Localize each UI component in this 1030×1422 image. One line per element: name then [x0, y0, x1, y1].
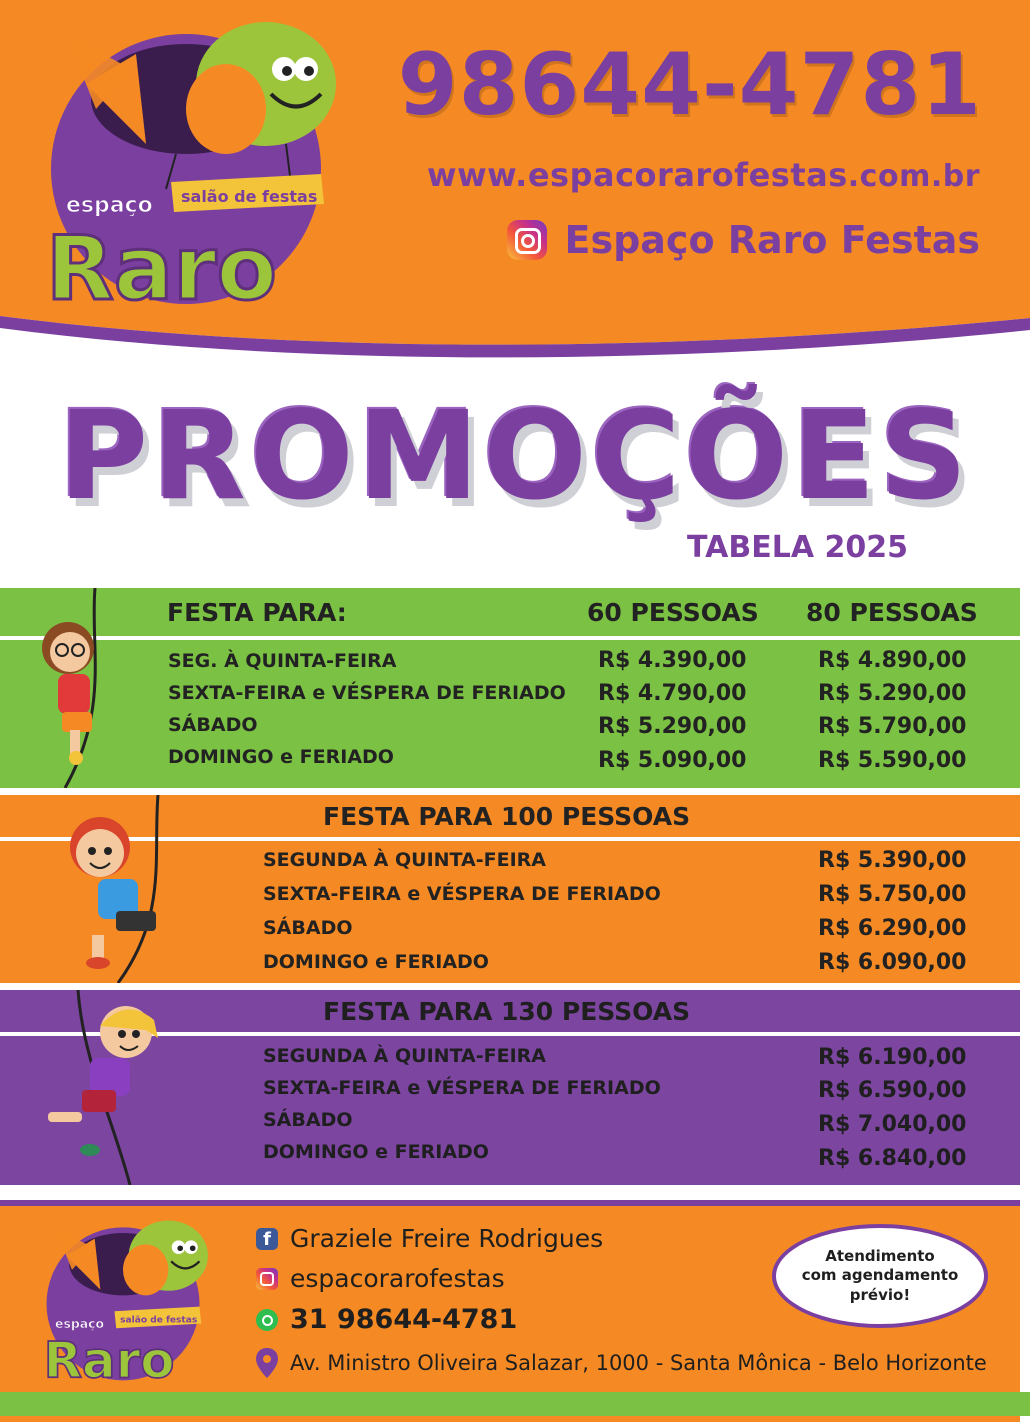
appointment-badge: Atendimento com agendamento prévio! [772, 1224, 988, 1328]
price-80: R$ 5.290,00 [818, 681, 967, 706]
instagram-handle: espacorarofestas [290, 1264, 505, 1293]
address-text: Av. Ministro Oliveira Salazar, 1000 - Santa Mônica - Belo Horizonte [290, 1351, 987, 1375]
price-60: R$ 5.090,00 [598, 748, 747, 773]
price-100: R$ 6.290,00 [818, 916, 967, 941]
price-100: R$ 6.090,00 [818, 950, 967, 975]
instagram-footer-link[interactable] [256, 1264, 505, 1293]
price-60: R$ 4.790,00 [598, 681, 747, 706]
price-60: R$ 4.390,00 [598, 648, 747, 673]
row-day: DOMINGO e FERIADO [263, 951, 489, 973]
row-day: SÁBADO [263, 1109, 353, 1131]
price-130: R$ 6.190,00 [818, 1045, 967, 1070]
logo-big-text: Raro [46, 217, 277, 314]
website-link[interactable] [427, 156, 980, 194]
price-130: R$ 6.840,00 [818, 1146, 967, 1171]
page-subtitle: TABELA 2025 [687, 530, 908, 565]
facebook-name: Graziele Freire Rodrigues [290, 1224, 604, 1253]
price-100: R$ 5.750,00 [818, 882, 967, 907]
instagram-icon [507, 220, 547, 260]
instagram-label: Espaço Raro Festas [564, 218, 980, 262]
row-day: SEXTA-FEIRA e VÉSPERA DE FERIADO [263, 883, 661, 905]
whatsapp-number: 31 98644-4781 [290, 1304, 518, 1335]
boy-climbing-illustration [38, 795, 178, 983]
price-table-130 [0, 990, 1020, 1185]
row-day: SEXTA-FEIRA e VÉSPERA DE FERIADO [263, 1077, 661, 1099]
table-heading: FESTA PARA: [167, 598, 347, 627]
row-day: DOMINGO e FERIADO [263, 1141, 489, 1163]
price-130: R$ 6.590,00 [818, 1078, 967, 1103]
header-phone[interactable]: 98644-4781 [397, 35, 982, 135]
location-pin-icon [256, 1348, 278, 1378]
instagram-icon [256, 1268, 278, 1290]
price-100: R$ 5.390,00 [818, 848, 967, 873]
price-80: R$ 5.790,00 [818, 714, 967, 739]
website-domain: .com.br [847, 159, 980, 194]
price-table-100 [0, 795, 1020, 983]
table-heading: FESTA PARA 130 PESSOAS [323, 997, 691, 1026]
footer-logo-small-text: espaço [55, 1316, 105, 1332]
column-header-60: 60 PESSOAS [587, 598, 759, 627]
price-80: R$ 4.890,00 [818, 648, 967, 673]
row-day: DOMINGO e FERIADO [168, 746, 394, 768]
price-60: R$ 5.290,00 [598, 714, 747, 739]
header [0, 0, 1030, 360]
price-130: R$ 7.040,00 [818, 1112, 967, 1137]
row-day: SÁBADO [168, 714, 258, 736]
row-day: SÁBADO [263, 917, 353, 939]
footer-logo-big-text: Raro [43, 1331, 175, 1386]
column-header-80: 80 PESSOAS [806, 598, 978, 627]
girl-climbing-illustration [20, 588, 130, 788]
row-day: SEXTA-FEIRA e VÉSPERA DE FERIADO [168, 682, 566, 704]
whatsapp-icon [256, 1309, 278, 1331]
address [256, 1348, 987, 1378]
footer-logo-banner-text: salão de festas [120, 1315, 198, 1326]
facebook-icon: f [256, 1228, 278, 1250]
boy-cap-climbing-illustration [38, 990, 178, 1185]
row-day: SEG. À QUINTA-FEIRA [168, 650, 397, 672]
facebook-link[interactable] [256, 1224, 603, 1253]
page-title: PROMOÇÕES [58, 385, 972, 527]
table-heading: FESTA PARA 100 PESSOAS [323, 802, 691, 831]
row-day: SEGUNDA À QUINTA-FEIRA [263, 1045, 546, 1067]
footer-logo-image [38, 1216, 208, 1386]
footer-green-strip [0, 1392, 1030, 1416]
price-table-60-80 [0, 588, 1020, 788]
logo-small-text: espaço [66, 193, 153, 218]
whatsapp-link[interactable] [256, 1304, 517, 1335]
price-80: R$ 5.590,00 [818, 748, 967, 773]
instagram-link[interactable] [507, 218, 981, 262]
logo-image [36, 14, 336, 314]
row-day: SEGUNDA À QUINTA-FEIRA [263, 849, 546, 871]
website-main: www.espacorarofestas [427, 156, 848, 194]
logo-banner-text: salão de festas [181, 187, 318, 206]
